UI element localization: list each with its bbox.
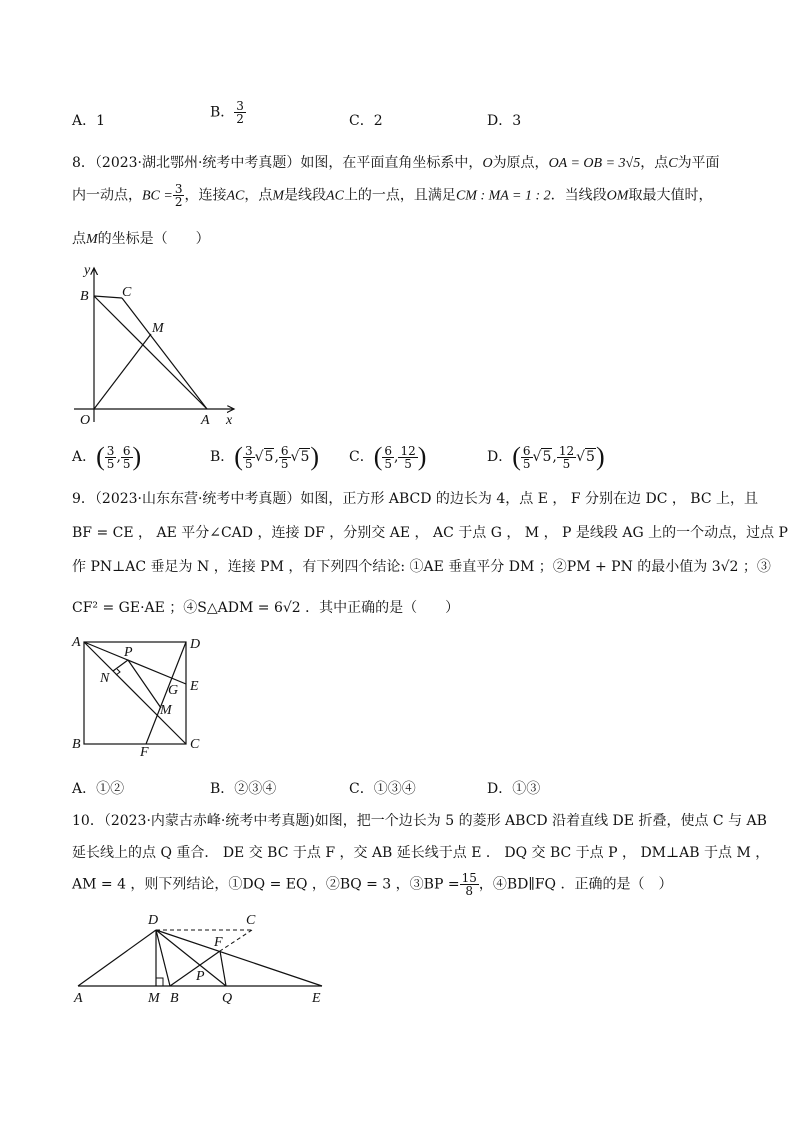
segment-bf — [170, 951, 220, 986]
segment-ad — [78, 930, 156, 986]
label-d: D — [190, 637, 201, 652]
segment-pn — [113, 660, 128, 671]
label-a: A — [201, 413, 210, 428]
q8-option-d: D．( $\frac{6}{5}$ √5, $\frac{12}{5}$ √5) — [487, 442, 605, 471]
label-b: B — [72, 737, 81, 752]
label-m: M — [152, 321, 164, 336]
label-d: D — [148, 913, 159, 928]
label-o: O — [80, 413, 91, 428]
q9-line2: BF = CE ， AE 平分∠CAD ，连接 DF ，分别交 AE ， AC 于点 G ， M ， P 是线段 AG 上的一个动点，过点 P — [72, 525, 788, 541]
q10-line1: 10．（2023·内蒙古赤峰·统考中考真题)如图，把一个边长为 5 的菱形 ABCD 沿着直线 DE 折叠，使点 C 与 AB — [72, 813, 767, 829]
label-m: M — [160, 703, 172, 718]
q9-option-b: B．②③④ — [210, 781, 277, 797]
label-g: G — [168, 683, 179, 698]
label-a: A — [72, 635, 81, 650]
right-angle-n — [116, 669, 120, 675]
right-angle-m — [156, 978, 163, 986]
segment-bc — [94, 296, 122, 298]
q7-option-a: A．1 — [72, 113, 106, 129]
label-p: P — [196, 969, 205, 984]
q8-line1: 8．（2023·湖北鄂州·统考中考真题）如图，在平面直角坐标系中，O为原点，OA = OB = 3√5，点C为平面 — [72, 155, 720, 171]
label-a: A — [74, 991, 83, 1006]
label-n: N — [100, 671, 110, 686]
q9-line4: CF² = GE·AE ；④S△ADM = 6√2 ．其中正确的是（ ） — [72, 600, 460, 616]
label-b: B — [170, 991, 179, 1006]
q8-option-c: C．( $\frac{6}{5}$ , $\frac{12}{5}$ ) — [349, 442, 427, 471]
label-c: C — [190, 737, 200, 752]
segment-fq — [220, 951, 226, 986]
label-y: y — [84, 263, 91, 278]
segment-ba — [94, 296, 207, 409]
q7-option-d: D．3 — [487, 113, 522, 129]
segment-om — [94, 334, 151, 409]
q10-line3: AM = 4 ，则下列结论，①DQ = EQ ，②BQ = 3 ，③BP = $\frac{15}{8}$ ，④BD∥FQ ．正确的是（ ） — [72, 871, 673, 898]
q9-line1: 9．（2023·山东东营·统考中考真题）如图，正方形 ABCD 的边长为 4，点 E ， F 分别在边 DC ， BC 上，且 — [72, 491, 759, 507]
label-p: P — [124, 645, 133, 660]
label-x: x — [226, 413, 233, 428]
q10-figure — [70, 908, 330, 1008]
label-c: C — [246, 913, 256, 928]
segment-df — [146, 642, 186, 744]
q10-line2: 延长线上的点 Q 重合． DE 交 BC 于点 F ，交 AB 延长线于点 E ． DQ 交 BC 于点 P ， DM⊥AB 于点 M ， — [72, 845, 770, 861]
q8-option-a: A．( $\frac{3}{5}$ , $\frac{6}{5}$ ) — [72, 442, 142, 471]
label-e: E — [190, 679, 199, 694]
q8-option-b: B．( $\frac{3}{5}$ √5, $\frac{6}{5}$ √5) — [210, 442, 320, 471]
q9-figure — [66, 632, 216, 758]
label-f: F — [140, 745, 149, 758]
label-q: Q — [222, 991, 233, 1006]
q9-option-a: A．①② — [72, 781, 125, 797]
label-c: C — [122, 285, 132, 300]
q7-option-c: C．2 — [349, 113, 383, 129]
label-f: F — [214, 935, 223, 950]
q8-line3: 点M的坐标是（ ） — [72, 231, 210, 247]
label-b: B — [80, 289, 89, 304]
label-m: M — [148, 991, 160, 1006]
q9-option-c: C．①③④ — [349, 781, 416, 797]
q9-option-d: D．①③ — [487, 781, 541, 797]
q9-line3: 作 PN⊥AC 垂足为 N ，连接 PM ，有下列四个结论: ①AE 垂直平分 DM ；②PM + PN 的最小值为 3√2 ；③ — [72, 559, 771, 575]
segment-ca — [122, 298, 207, 409]
label-e: E — [312, 991, 321, 1006]
q8-figure — [70, 262, 250, 432]
q8-line2: 内一动点，BC = $\frac{3}{2}$ ，连接AC，点M是线段AC上的一点，且满足CM : MA = 1 : 2．当线段OM取最大值时， — [72, 182, 713, 209]
q7-option-b: B． $\frac{3}{2}$ — [210, 99, 244, 126]
segment-cf — [220, 930, 252, 951]
